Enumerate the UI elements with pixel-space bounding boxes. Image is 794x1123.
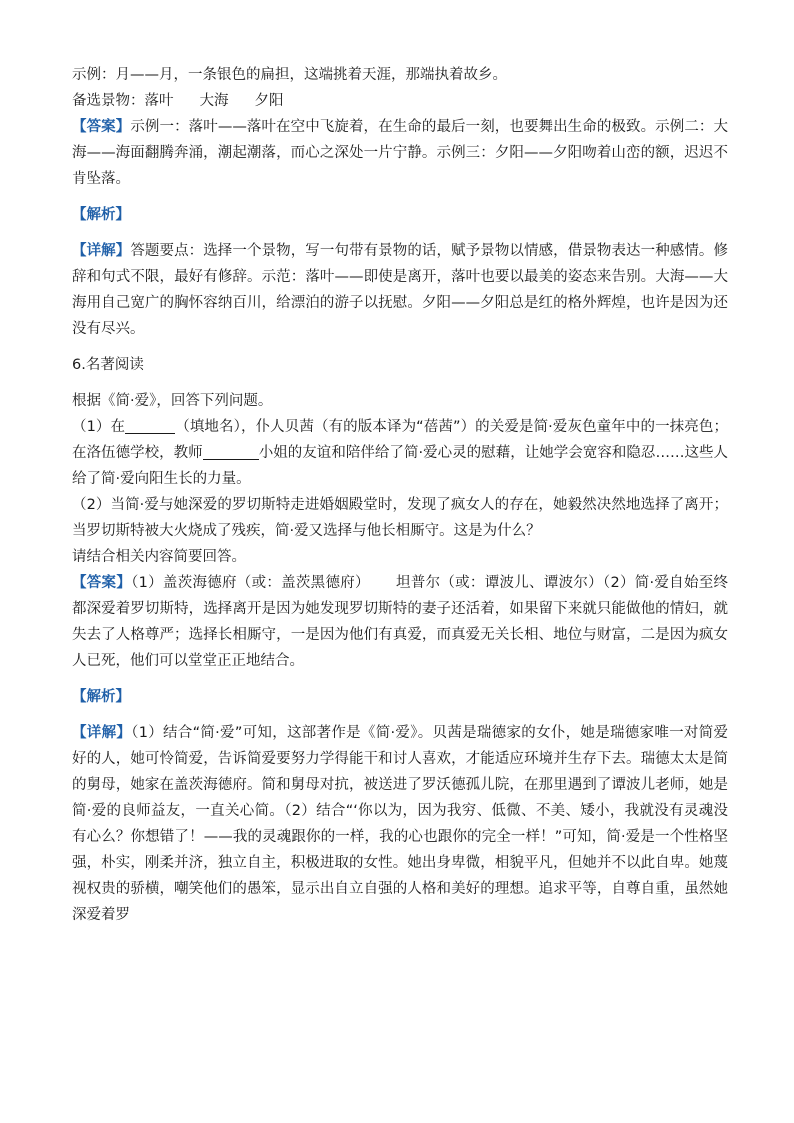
answer-part: （1）盖茨海德府（或：盖茨黑德府） <box>131 575 370 591</box>
answer-tag: 【答案】 <box>72 575 132 591</box>
document-page <box>72 62 728 928</box>
option-item: 大海 <box>199 93 229 109</box>
answer-tag: 【答案】 <box>72 119 131 135</box>
q5-analysis <box>72 202 728 228</box>
q1-text: 小姐的友谊和陪伴给了简·爱心灵的慰藉，让她学会宽容和隐忍……这些人给了简·爱向阳生长的力量。 <box>72 445 729 487</box>
q1-text: （填地名），仆人贝茜（有的版本译为“蓓茜”）的关爱是简·爱灰色童年中的一抹亮色；在洛伍德学校，教师 <box>72 419 728 461</box>
q6-analysis <box>72 684 728 710</box>
answer-blank <box>203 443 259 460</box>
answer-blank <box>125 417 175 434</box>
q5-options <box>72 88 728 114</box>
q5-example: 示例：月——月，一条银色的扁担，这端挑着天涯，那端执着故乡。 <box>72 67 507 83</box>
detail-tag: 【详解】 <box>72 725 132 741</box>
q6-detail <box>72 720 728 928</box>
detail-text: （1）结合“简·爱”可知，这部著作是《简·爱》。贝茜是瑞德家的女仆，她是瑞德家唯一对简爱好的人，她可怜简爱，告诉简爱要努力学得能干和讨人喜欢，才能适应环境并生存下去。瑞德太太是简的舅母，她家在盖茨海德府。简和舅母对抗，被送进了罗沃德孤儿院，在那里遇到了谭波儿老师，她是简·爱的良师益友，一直关心简。（2）结合“‘你以为，因为我穷、低微、不美、矮小，我就没有灵魂没有心么？你想错了！——我的灵魂跟你的一样，我的心也跟你的完全一样！”可知，简·爱是一个性格坚强，朴实，刚柔并济，独立自主，积极进取的女性。她出身卑微，相貌平凡，但她并不以此自卑。她蔑视权贵的骄横，嘲笑他们的愚笨，显示出自立自强的人格和美好的理想。追求平等，自尊自重，虽然她深爱着罗 <box>72 725 728 923</box>
q6-intro: 根据《简·爱》，回答下列问题。 <box>72 393 273 409</box>
detail-text: 答题要点：选择一个景物，写一句带有景物的话，赋予景物以情感，借景物表达一种感情。修辞和句式不限，最好有修辞。示范：落叶——即使是离开，落叶也要以最美的姿态来告别。大海——大海用自己宽广的胸怀容纳百川，给漂泊的游子以抚慰。夕阳——夕阳总是红的格外辉煌，也许是因为还没有尽兴。 <box>72 243 729 337</box>
q6-answer <box>72 570 728 674</box>
q6-title: 6.名著阅读 <box>72 357 144 373</box>
q5-detail <box>72 238 728 342</box>
q6-hint: 请结合相关内容简要回答。 <box>72 549 246 565</box>
detail-tag: 【详解】 <box>72 243 131 259</box>
analysis-tag: 【解析】 <box>72 689 130 705</box>
q5-answer <box>72 114 728 192</box>
q1-text: （1）在 <box>72 419 126 435</box>
answer-text: 示例一：落叶——落叶在空中飞旋着，在生命的最后一刻，也要舞出生命的极致。示例二：大海——海面翻腾奔涌，潮起潮落，而心之深处一片宁静。示例三：夕阳——夕阳吻着山峦的额，迟迟不肯坠落。 <box>72 119 728 187</box>
options-label: 备选景物： <box>72 93 145 109</box>
option-item: 落叶 <box>144 93 174 109</box>
q6-question-2: （2）当简·爱与她深爱的罗切斯特走进婚姻殿堂时，发现了疯女人的存在，她毅然决然地选择了离开；当罗切斯特被大火烧成了残疾，简·爱又选择与他长相厮守。这是为什么？ <box>72 497 728 539</box>
answer-part: （2）简·爱自始至终都深爱着罗切斯特，选择离开是因为她发现罗切斯特的妻子还活着，如果留下来就只能做他的情妇，就失去了人格尊严；选择长相厮守，一是因为他们有真爱，而真爱无关长相、地位与财富，二是因为疯女人已死，他们可以堂堂正正地结合。 <box>72 575 728 669</box>
analysis-tag: 【解析】 <box>72 207 130 223</box>
q6-question-1 <box>72 414 728 492</box>
answer-part: 坦普尔（或：谭波儿、谭波尔） <box>395 575 603 591</box>
option-item: 夕阳 <box>254 93 284 109</box>
